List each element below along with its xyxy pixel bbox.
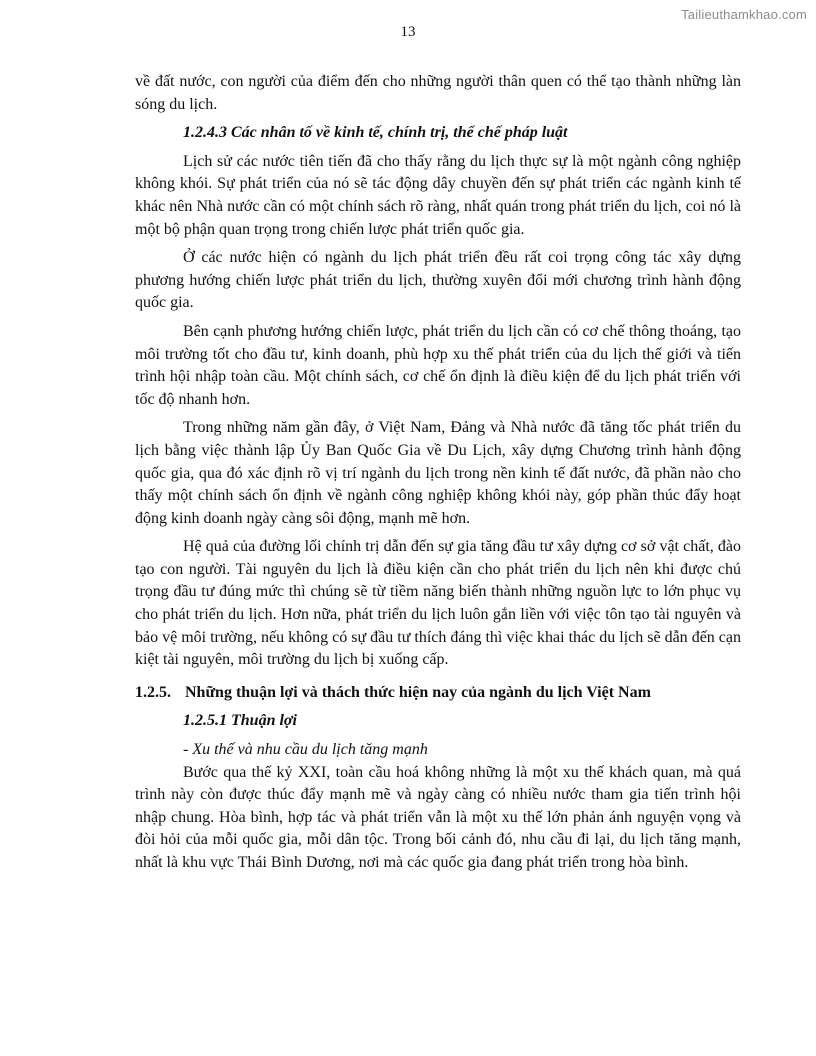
heading-1-2-5-1: 1.2.5.1 Thuận lợi [183, 712, 297, 730]
paragraph: Bước qua thế kỷ XXI, toàn cầu hoá không những là một xu thế khách quan, mà quá trình này còn được thúc đẩy mạnh mẽ và ngày càng có nhiều nước tham gia tiến trình hội nhập chung. Hòa bình, hợp tác và phát triển vẫn là một xu thế lớn phản ánh nguyện vọng và đòi hỏi của mỗi quốc gia, mỗi dân tộc. Trong bối cảnh đó, nhu cầu đi lại, du lịch tăng mạnh, nhất là khu vực Thái Bình Dương, nơi mà các quốc gia đang phát triển trong hòa bình. [135, 763, 741, 871]
heading-1-2-5 [135, 678, 741, 705]
heading-1-2-4-3: 1.2.4.3 Các nhân tố về kinh tế, chính trị, thể chế pháp luật [183, 124, 568, 142]
paragraph: Hệ quả của đường lối chính trị dẫn đến sự gia tăng đầu tư xây dựng cơ sở vật chất, đào tạo con người. Tài nguyên du lịch là điều kiện cần cho phát triển du lịch nên khi được chú trọng đầu tư đúng mức thì chúng sẽ từ tiềm năng biến thành những nguồn lực to lớn phục vụ cho phát triển du lịch. Hơn nữa, phát triển du lịch luôn gắn liền với việc tôn tạo tài nguyên và bảo vệ môi trường, nếu không có sự đầu tư thích đáng thì việc khai thác du lịch sẽ dẫn đến cạn kiệt tài nguyên, môi trường du lịch bị xuống cấp. [135, 538, 741, 669]
paragraph: Ở các nước hiện có ngành du lịch phát triển đều rất coi trọng công tác xây dựng phương hướng chiến lược phát triển du lịch, thường xuyên đổi mới chương trình hành động quốc gia. [135, 249, 741, 312]
bullet-item: - Xu thế và nhu cầu du lịch tăng mạnh [183, 741, 428, 759]
heading-number: 1.2.5. [135, 683, 171, 701]
document-body [135, 71, 741, 875]
paragraph: Lịch sử các nước tiên tiến đã cho thấy rằng du lịch thực sự là một ngành công nghiệp không khói. Sự phát triển của nó sẽ tác động dây chuyền đến sự phát triển các ngành kinh tế khác nên Nhà nước cần có một chính sách rõ ràng, nhất quán trong phát triển du lịch, coi nó là một bộ phận quan trọng trong chiến lược phát triển quốc gia. [135, 152, 741, 238]
heading-text: Những thuận lợi và thách thức hiện nay của ngành du lịch Việt Nam [185, 683, 651, 701]
paragraph: Trong những năm gần đây, ở Việt Nam, Đảng và Nhà nước đã tăng tốc phát triển du lịch bằng việc thành lập Ủy Ban Quốc Gia về Du Lịch, xây dựng Chương trình hành động quốc gia, qua đó xác định rõ vị trí ngành du lịch trong nền kinh tế đất nước, đã phần nào cho thấy một chính sách ổn định về ngành công nghiệp không khói này, góp phần thúc đẩy hoạt động kinh doanh ngày càng sôi động, mạnh mẽ hơn. [135, 419, 741, 527]
page-number: 13 [400, 24, 416, 40]
paragraph-continuation: về đất nước, con người của điểm đến cho những người thân quen có thể tạo thành những làn sóng du lịch. [135, 73, 741, 113]
watermark: Tailieuthamkhao.com [681, 7, 807, 22]
paragraph: Bên cạnh phương hướng chiến lược, phát triển du lịch cần có cơ chế thông thoáng, tạo môi trường tốt cho đầu tư, kinh doanh, phù hợp xu thế phát triển của du lịch thế giới và tiến trình hội nhập toàn cầu. Một chính sách, cơ chế ổn định là điều kiện để du lịch phát triển với tốc độ nhanh hơn. [135, 322, 741, 408]
